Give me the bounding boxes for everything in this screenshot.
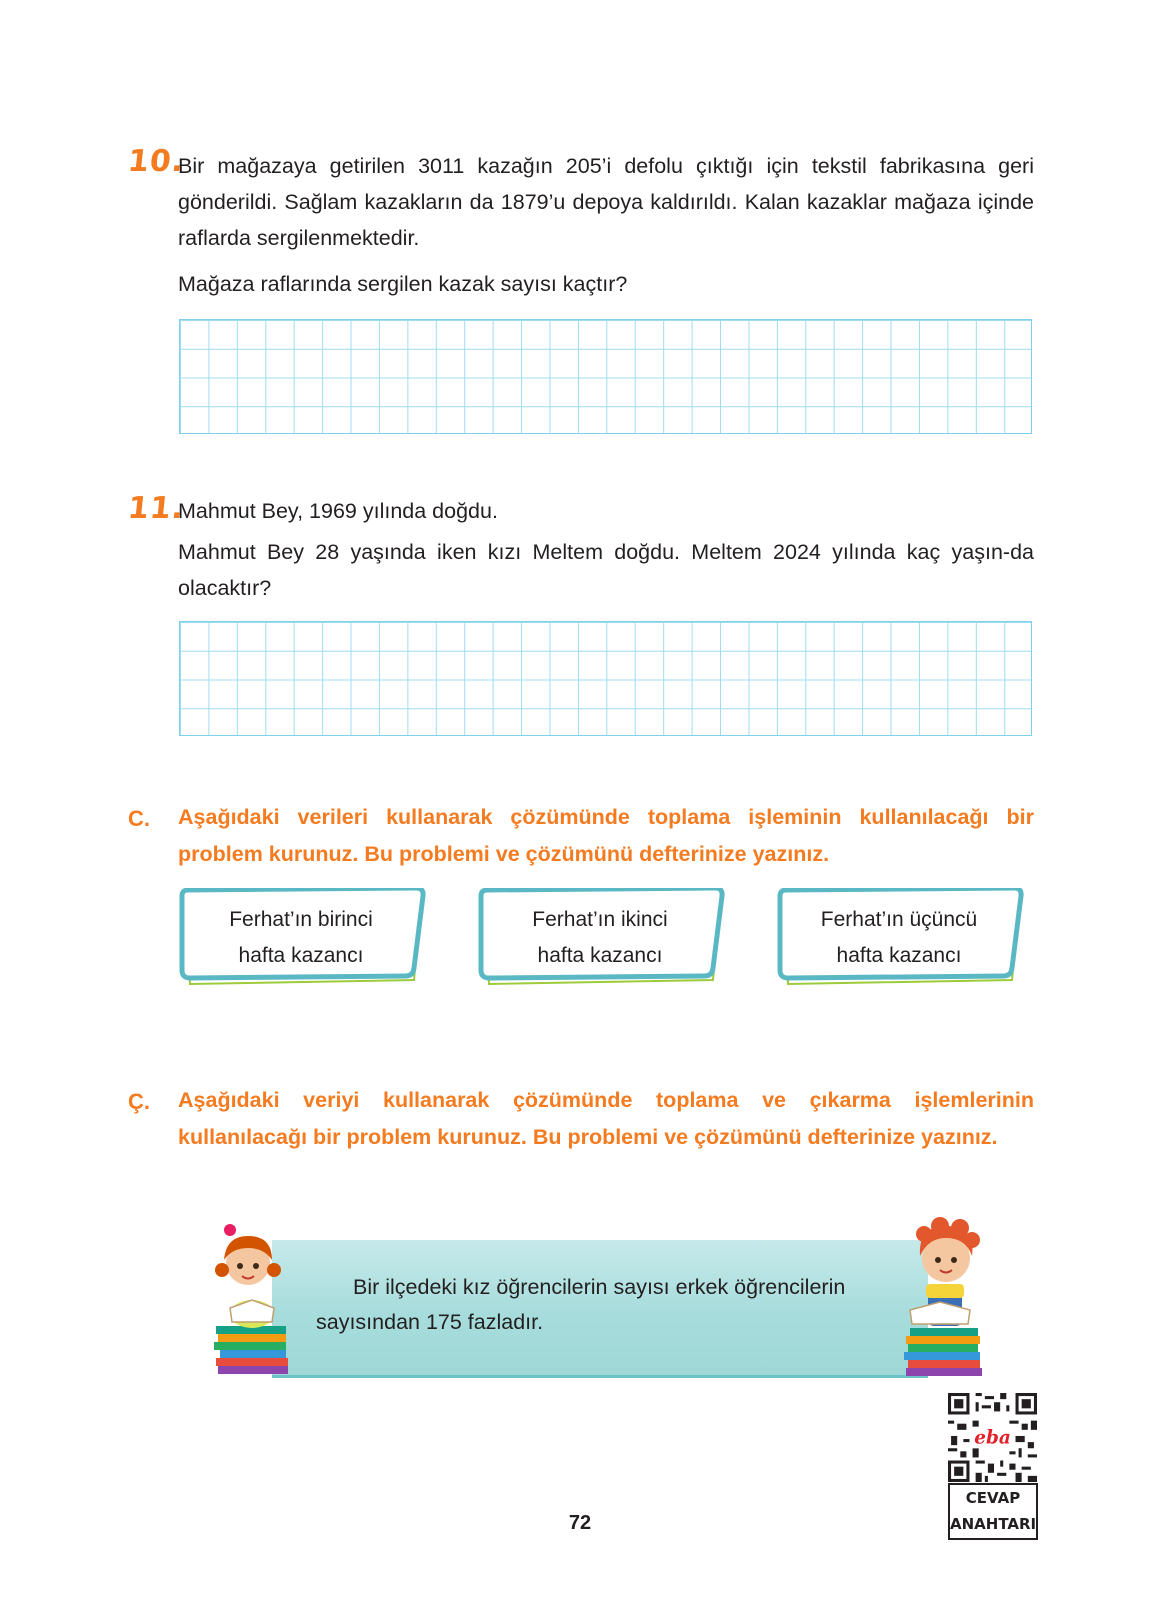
qr-code-icon[interactable] xyxy=(948,1393,1037,1482)
card-3-line1: Ferhat’ın üçüncü xyxy=(820,908,978,931)
answer-key-label[interactable] xyxy=(948,1483,1038,1540)
card-1-line2: hafta kazancı xyxy=(238,944,364,967)
card-text-3 xyxy=(794,902,1004,974)
question-10-text: Bir mağazaya getirilen 3011 kazağın 205’i defolu çıktığı için tekstil fabrikasına geri gönderildi. Sağlam kazakların da 1879’u depoya kaldırıldı. Kalan kazaklar mağaza içinde raflarda sergilenmektedir. xyxy=(178,154,1034,250)
card-3-line2: hafta kazancı xyxy=(836,944,962,967)
section-cc-letter: Ç. xyxy=(128,1089,150,1114)
answer-grid-11[interactable] xyxy=(179,621,1032,736)
data-card-1 xyxy=(178,888,426,988)
answer-key-line2: ANAHTARI xyxy=(950,1515,1037,1533)
question-11-text: Mahmut Bey, 1969 yılında doğdu. xyxy=(178,499,498,523)
card-text-1 xyxy=(196,902,406,974)
question-11-question: Mahmut Bey 28 yaşında iken kızı Meltem doğdu. Meltem 2024 yılında kaç yaşın-da olacaktır? xyxy=(178,540,1034,600)
section-cc-instruction: Aşağıdaki veriyi kullanarak çözümünde toplama ve çıkarma işlemlerinin kullanılacağı bir problem kurunuz. Bu problemi ve çözümünü defterinize yazınız. xyxy=(178,1088,1034,1149)
question-10-question: Mağaza raflarında sergilen kazak sayısı kaçtır? xyxy=(178,272,628,296)
answer-grid-10[interactable] xyxy=(179,319,1032,434)
section-c-letter: C. xyxy=(128,806,150,831)
card-2-line1: Ferhat’ın ikinci xyxy=(532,908,668,931)
answer-key-line1: CEVAP xyxy=(965,1489,1021,1507)
qr-logo-text: eba xyxy=(974,1427,1011,1449)
card-1-line1: Ferhat’ın birinci xyxy=(229,908,373,931)
page-number: 72 xyxy=(568,1512,592,1534)
card-text-2 xyxy=(495,902,705,974)
question-10-number: 10. xyxy=(126,144,186,179)
data-card-3 xyxy=(776,888,1024,988)
question-11-number: 11. xyxy=(126,491,186,526)
girl-reading-icon xyxy=(200,1218,300,1378)
banner-text: Bir ilçedeki kız öğrencilerin sayısı erkek öğrencilerin sayısından 175 fazladır. xyxy=(316,1275,846,1334)
section-c-instruction: Aşağıdaki verileri kullanarak çözümünde toplama işleminin kullanılacağı bir problem kurunuz. Bu problemi ve çözümünü defterinize yazınız. xyxy=(178,805,1034,866)
card-2-line2: hafta kazancı xyxy=(537,944,663,967)
boy-reading-icon xyxy=(890,1210,1000,1380)
data-card-2 xyxy=(477,888,725,988)
data-banner xyxy=(272,1240,928,1378)
